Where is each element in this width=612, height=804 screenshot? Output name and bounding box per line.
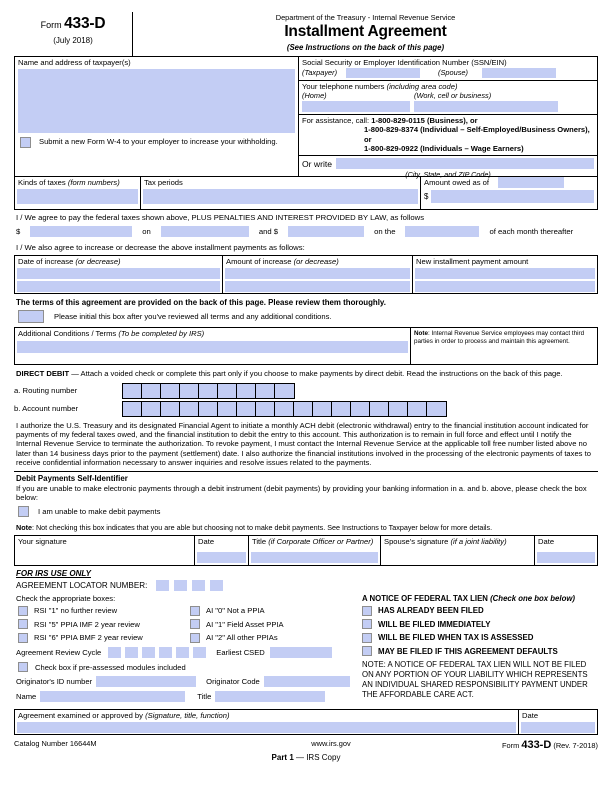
title-label-note: (if Corporate Officer or Partner)	[268, 536, 374, 546]
examined-date-cell	[519, 710, 597, 734]
kinds-of-taxes-block	[14, 176, 598, 210]
payment-dollar-sign: $	[16, 227, 21, 236]
account-digit-10[interactable]	[294, 402, 313, 416]
account-digit-7[interactable]	[237, 402, 256, 416]
name-address-column	[15, 57, 299, 176]
name-address-input[interactable]	[18, 69, 295, 133]
name-title-row	[16, 691, 358, 702]
spouse-date-cell	[535, 536, 597, 565]
payment-on-label: on	[142, 227, 151, 236]
assistance-number-wage-earners: 1-800-829-0922 (Individuals – Wage Earners)	[364, 143, 524, 153]
amount-owed-dollar-sign: $	[424, 192, 429, 201]
unable-to-debit-label: I am unable to make debit payments	[38, 506, 161, 516]
account-digit-4[interactable]	[180, 402, 199, 416]
contact-column	[299, 57, 597, 180]
agreement-review-cycle-label: Agreement Review Cycle	[16, 648, 102, 658]
footer-form-word: Form	[502, 741, 520, 751]
spouse-signature-label-note: (if a joint liability)	[450, 536, 507, 546]
originator-code-label: Originator Code	[206, 677, 260, 687]
initial-box-label: Please initial this box after you've reviewed all terms and any additional conditions.	[54, 312, 332, 321]
additional-conditions-label	[15, 328, 410, 339]
ai-0-checkbox[interactable]	[190, 606, 200, 616]
increase-date-cell-1	[15, 267, 223, 280]
lien-option-4-label: MAY BE FILED IF THIS AGREEMENT DEFAULTS	[378, 646, 558, 656]
or-write-row	[299, 156, 597, 169]
earliest-csed-input[interactable]	[270, 647, 332, 658]
amount-owed-input[interactable]	[431, 190, 594, 203]
w4-checkbox[interactable]	[20, 137, 31, 148]
additional-conditions-label-note: (To be completed by IRS)	[118, 329, 205, 338]
ssn-spouse-input[interactable]	[482, 68, 556, 78]
account-digit-11[interactable]	[313, 402, 332, 416]
work-phone-input[interactable]	[414, 101, 558, 112]
self-identifier-note	[14, 520, 598, 535]
assistance-section	[299, 115, 597, 156]
part-copy-text: — IRS Copy	[293, 753, 341, 763]
lien-option-1-label: HAS ALREADY BEEN FILED	[378, 606, 484, 616]
lien-immediate-checkbox[interactable]	[362, 619, 372, 629]
new-payment-cell-1	[413, 267, 597, 280]
form-word: Form	[40, 20, 62, 30]
form-page	[0, 12, 612, 804]
kinds-label-note: (form numbers)	[67, 178, 120, 187]
review-cycle-box-1[interactable]	[108, 647, 121, 658]
amount-owed-date-row	[421, 177, 597, 188]
review-cycle-box-6[interactable]	[193, 647, 206, 658]
examined-by-label-text: Agreement examined or approved by	[18, 711, 146, 721]
account-number-boxes[interactable]	[122, 401, 447, 417]
signature-date-label: Date	[198, 536, 215, 546]
ai-0-row[interactable]	[190, 606, 358, 616]
routing-digit-5[interactable]	[199, 384, 218, 398]
title-input[interactable]	[251, 552, 378, 563]
lien-option-4-row[interactable]	[362, 646, 598, 656]
kinds-of-taxes-cell	[15, 177, 141, 209]
routing-digit-9[interactable]	[275, 384, 294, 398]
review-cycle-box-5[interactable]	[176, 647, 189, 658]
footer-revision: (Rev. 7-2018)	[553, 741, 598, 751]
signature-table	[14, 535, 598, 566]
preassessed-checkbox[interactable]	[18, 662, 28, 672]
part-copy-label	[14, 751, 598, 762]
or-write-label: Or write	[302, 158, 333, 169]
telephone-fields-row	[299, 100, 597, 114]
increase-amount-input-1[interactable]	[225, 268, 410, 279]
rsi-5-label: RSI "5" PPIA IMF 2 year review	[34, 619, 140, 629]
irs-use-only-heading: FOR IRS USE ONLY	[16, 568, 91, 578]
amount-owed-cell	[421, 177, 597, 209]
additional-conditions-block	[14, 327, 598, 365]
ssn-label: Social Security or Employer Identification Number (SSN/EIN)	[302, 58, 507, 67]
routing-digit-8[interactable]	[256, 384, 275, 398]
increase-amount-header-text: Amount of increase	[226, 257, 292, 266]
terms-bold-notice: The terms of this agreement are provided on the back of this page. Please review them thoroughly.	[16, 298, 386, 307]
agency-name: Department of the Treasury - Internal Revenue Service	[275, 13, 456, 22]
account-number-row	[14, 401, 598, 417]
check-appropriate-boxes-label: Check the appropriate boxes:	[16, 593, 116, 603]
increase-amount-input-2[interactable]	[225, 281, 410, 292]
routing-number-row	[14, 383, 598, 399]
examined-by-label	[15, 710, 518, 721]
your-signature-cell	[15, 536, 195, 565]
account-digit-13[interactable]	[351, 402, 370, 416]
w4-checkbox-row[interactable]	[15, 133, 298, 150]
unable-checkbox-row[interactable]	[14, 503, 598, 520]
additional-conditions-input[interactable]	[17, 341, 408, 353]
lien-option-2-row[interactable]	[362, 619, 598, 629]
spouse-date-label: Date	[538, 536, 555, 546]
account-digit-17[interactable]	[427, 402, 446, 416]
increase-amount-cell-1	[223, 267, 413, 280]
review-cycle-box-4[interactable]	[159, 647, 172, 658]
increase-date-input-1[interactable]	[17, 268, 220, 279]
ssn-taxpayer-input[interactable]	[346, 68, 420, 78]
examined-date-label: Date	[522, 711, 539, 721]
amount-owed-value-row	[421, 190, 597, 203]
lien-option-3-row[interactable]	[362, 633, 598, 643]
lien-option-1-row[interactable]	[362, 606, 598, 616]
ai-2-row[interactable]	[190, 633, 358, 643]
telephone-label-text: Your telephone numbers	[302, 81, 385, 91]
part-number: Part 1	[271, 753, 294, 763]
telephone-tags-row	[299, 91, 597, 100]
page-subtitle: (See Instructions on the back of this page)	[286, 43, 445, 52]
initial-box-row[interactable]	[14, 310, 598, 327]
lien-heading-text: A NOTICE OF FEDERAL TAX LIEN	[362, 593, 491, 603]
increase-date-cell-2	[15, 280, 223, 293]
irs-website[interactable]: www.irs.gov	[311, 739, 351, 749]
lien-option-3-label: WILL BE FILED WHEN TAX IS ASSESSED	[378, 633, 534, 643]
form-header	[14, 12, 598, 56]
aln-box-4[interactable]	[210, 580, 223, 591]
form-footer	[14, 735, 598, 751]
rsi-6-label: RSI "6" PPIA BMF 2 year review	[34, 633, 143, 643]
ach-authorization-text: I authorize the U.S. Treasury and its designated Financial Agent to initiate a monthly ACH debit (electronic withdrawal) entry to the financial institution account indicated for payments of my federal taxes owed, and the financial institution to debit the entry to this account. This authorization is to remain in full force and effect until I notify the Internal Revenue Service to terminate the authorization. To revoke payment, I must contact the Internal Revenue Service at the applicable toll free number listed above no later than 14 business days prior to the payment (settlement) date. I also authorize the financial institutions involved in the processing of the electronic payments of taxes to receive confidential information necessary to answer inquiries and resolve issues related to the payments.	[16, 420, 591, 468]
your-signature-label: Your signature	[18, 536, 67, 546]
payment-and-label: and $	[258, 227, 279, 236]
payment-day-input[interactable]	[405, 226, 479, 237]
rsi-5-checkbox[interactable]	[18, 619, 28, 629]
title-label	[249, 536, 380, 547]
spouse-signature-label	[381, 536, 534, 547]
assistance-number-self-employed: 1-800-829-8374 (Individual – Self-Employed/Business Owners), or	[364, 125, 590, 144]
rsi-1-row[interactable]	[18, 606, 190, 616]
spouse-signature-label-text: Spouse's signature	[384, 536, 449, 546]
lien-note-text: NOTE: A NOTICE OF FEDERAL TAX LIEN WILL NOT BE FILED ON ANY PORTION OF YOUR LIABILITY WHICH REPRESENTS AN INDIVIDUAL SHARED RESPONSIBILITY PAYMENT UNDER THE AFFORDABLE CARE ACT.	[362, 659, 588, 700]
account-digit-9[interactable]	[275, 402, 294, 416]
signature-date-cell	[195, 536, 249, 565]
amount-owed-label: Amount owed as of	[424, 178, 490, 188]
originator-id-input[interactable]	[96, 676, 196, 687]
irs-name-label: Name	[16, 692, 37, 702]
self-identifier-body: If you are unable to make electronic payments through a debit instrument (debit payments) by providing your banking information in a. and b. above, please check the box below:	[16, 483, 587, 503]
increase-date-header	[15, 256, 223, 267]
initial-box[interactable]	[18, 310, 44, 323]
aln-box-2[interactable]	[174, 580, 187, 591]
routing-digit-4[interactable]	[180, 384, 199, 398]
ai-column	[190, 606, 358, 647]
form-revision-date: (July 2018)	[53, 36, 93, 45]
payment-onthe-label: on the	[374, 227, 396, 236]
ssn-taxpayer-tag: (Taxpayer)	[302, 68, 338, 77]
agreement-line-2: I / We also agree to increase or decrease the above installment payments as follows:	[16, 243, 305, 252]
originator-code-input[interactable]	[264, 676, 350, 687]
form-title-block	[132, 12, 598, 56]
review-cycle-box-3[interactable]	[142, 647, 155, 658]
self-identifier-heading: Debit Payments Self-Identifier	[16, 473, 128, 483]
agreement-line-1: I / We agree to pay the federal taxes shown above, PLUS PENALTIES AND INTEREST PROVIDED BY LAW, as follows	[16, 213, 425, 222]
assistance-line-1	[302, 116, 594, 125]
rsi-column	[14, 606, 190, 647]
irs-name-input[interactable]	[40, 691, 185, 702]
title-cell	[249, 536, 381, 565]
examined-approved-block	[14, 709, 598, 735]
new-payment-input-1[interactable]	[415, 268, 595, 279]
page-title: Installment Agreement	[284, 23, 447, 40]
catalog-number: Catalog Number 16644M	[14, 739, 97, 749]
payment-date-input[interactable]	[161, 226, 249, 237]
lien-filed-checkbox[interactable]	[362, 606, 372, 616]
account-digit-5[interactable]	[199, 402, 218, 416]
spouse-signature-cell	[381, 536, 535, 565]
rsi-6-row[interactable]	[18, 633, 190, 643]
assistance-number-business: 1-800-829-0115 (Business), or	[371, 116, 478, 125]
payment-amount-input[interactable]	[30, 226, 132, 237]
routing-number-boxes[interactable]	[122, 383, 295, 399]
account-digit-6[interactable]	[218, 402, 237, 416]
home-phone-input[interactable]	[302, 101, 410, 112]
spouse-date-input[interactable]	[537, 552, 595, 563]
increase-amount-header	[223, 256, 413, 267]
increase-decrease-table	[14, 255, 598, 294]
irs-contact-note-text: : Internal Revenue Service employees may contact third parties in order to process and maintain this agreement.	[414, 330, 585, 345]
increase-table-row-2	[15, 280, 597, 293]
account-digit-8[interactable]	[256, 402, 275, 416]
increase-date-header-text: Date of increase	[18, 257, 74, 266]
new-payment-input-2[interactable]	[415, 281, 595, 292]
ai-2-label: AI "2" All other PPIAs	[206, 633, 278, 643]
telephone-label	[299, 81, 597, 92]
account-digit-16[interactable]	[408, 402, 427, 416]
increase-table-row-1	[15, 267, 597, 280]
examined-by-cell	[15, 710, 519, 734]
tax-periods-input[interactable]	[143, 189, 418, 204]
assistance-intro: For assistance, call:	[302, 116, 370, 125]
lien-option-2-label: WILL BE FILED IMMEDIATELY	[378, 619, 491, 629]
kinds-of-taxes-label	[15, 177, 140, 188]
unable-to-debit-checkbox[interactable]	[18, 506, 29, 517]
self-identifier-note-text: : Not checking this box indicates that you are able but choosing not to make debit payments. See Instructions to Taxpayer below for more details.	[31, 522, 493, 532]
ai-1-checkbox[interactable]	[190, 619, 200, 629]
routing-digit-7[interactable]	[237, 384, 256, 398]
new-payment-cell-2	[413, 280, 597, 293]
routing-digit-6[interactable]	[218, 384, 237, 398]
irs-contact-note	[411, 328, 597, 364]
ssn-fields-row	[299, 68, 597, 80]
increase-table-header-row	[15, 256, 597, 267]
federal-tax-lien-column	[358, 594, 598, 707]
w4-label: Submit a new Form W-4 to your employer to increase your withholding.	[39, 136, 278, 146]
ai-1-row[interactable]	[190, 619, 358, 629]
kinds-of-taxes-input[interactable]	[17, 189, 138, 204]
increase-date-input-2[interactable]	[17, 281, 220, 292]
telephone-section	[299, 81, 597, 116]
irs-title-input[interactable]	[215, 691, 325, 702]
form-identifier	[14, 12, 132, 56]
payment-tail-label: of each month thereafter	[489, 227, 574, 236]
examined-by-label-note: (Signature, title, function)	[145, 711, 230, 721]
kinds-label-text: Kinds of taxes	[18, 178, 66, 187]
footer-form-number: 433-D	[521, 739, 552, 752]
account-digit-1[interactable]	[123, 402, 142, 416]
tax-periods-cell	[141, 177, 421, 209]
aln-box-3[interactable]	[192, 580, 205, 591]
examined-date-input[interactable]	[521, 722, 595, 733]
account-digit-2[interactable]	[142, 402, 161, 416]
self-identifier-note-label: Note	[16, 522, 32, 532]
additional-conditions-cell	[15, 328, 411, 364]
examined-by-input[interactable]	[17, 722, 516, 733]
work-tag: (Work, cell or business)	[414, 91, 492, 100]
payment-amount2-input[interactable]	[288, 226, 364, 237]
increase-amount-cell-2	[223, 280, 413, 293]
irs-check-columns	[14, 606, 358, 647]
additional-conditions-label-text: Additional Conditions / Terms	[18, 329, 117, 338]
or-write-section	[299, 156, 597, 179]
tax-periods-label: Tax periods	[144, 178, 183, 187]
preassessed-row[interactable]	[18, 662, 358, 672]
signature-date-input[interactable]	[197, 552, 246, 563]
title-label-text: Title	[252, 536, 267, 546]
earliest-csed-label: Earliest CSED	[216, 648, 265, 658]
footer-form-identifier	[448, 739, 598, 751]
agreement-locator-label: AGREEMENT LOCATOR NUMBER:	[16, 580, 148, 590]
routing-number-label: a. Routing number	[14, 386, 78, 396]
name-address-label: Name and address of taxpayer(s)	[18, 58, 131, 67]
rsi-5-row[interactable]	[18, 619, 190, 629]
ai-0-label: AI "0" Not a PPIA	[206, 606, 265, 616]
routing-digit-2[interactable]	[142, 384, 161, 398]
irs-title-label: Title	[197, 692, 212, 702]
account-digit-14[interactable]	[370, 402, 389, 416]
increase-amount-header-note: (or decrease)	[293, 257, 339, 266]
originator-id-label: Originator's ID number	[16, 677, 93, 687]
lien-heading-note: (Check one box below)	[490, 593, 575, 603]
agreement-locator-row	[14, 580, 598, 594]
city-state-zip-hint: (City, State, and ZIP Code)	[405, 170, 491, 180]
or-write-input[interactable]	[336, 158, 594, 169]
routing-digit-3[interactable]	[161, 384, 180, 398]
review-cycle-box-2[interactable]	[125, 647, 138, 658]
originator-row	[16, 676, 358, 687]
ai-1-label: AI "1" Field Asset PPIA	[206, 619, 284, 629]
rsi-6-checkbox[interactable]	[18, 633, 28, 643]
account-digit-12[interactable]	[332, 402, 351, 416]
ai-2-checkbox[interactable]	[190, 633, 200, 643]
irs-use-left-column	[14, 594, 358, 707]
direct-debit-intro	[14, 365, 598, 381]
account-digit-3[interactable]	[161, 402, 180, 416]
ssn-section	[299, 57, 597, 81]
agreement-review-cycle-row	[16, 647, 358, 658]
increase-date-header-note: (or decrease)	[75, 257, 121, 266]
lien-assessed-checkbox[interactable]	[362, 633, 372, 643]
direct-debit-heading: DIRECT DEBIT	[16, 369, 70, 378]
irs-contact-note-label: Note	[414, 330, 428, 337]
new-payment-header: New installment payment amount	[416, 257, 529, 266]
home-tag: (Home)	[302, 91, 327, 100]
telephone-label-note: (including area code)	[386, 81, 458, 91]
taxpayer-info-block	[14, 56, 598, 180]
aln-box-1[interactable]	[156, 580, 169, 591]
lien-default-checkbox[interactable]	[362, 646, 372, 656]
irs-use-grid	[14, 594, 598, 707]
form-number: 433-D	[64, 15, 106, 32]
lien-heading	[362, 594, 598, 606]
preassessed-label: Check box if pre-assessed modules included	[35, 662, 186, 672]
rsi-1-label: RSI "1" no further review	[34, 606, 118, 616]
rsi-1-checkbox[interactable]	[18, 606, 28, 616]
account-number-label: b. Account number	[14, 404, 79, 414]
ssn-spouse-tag: (Spouse)	[438, 68, 468, 77]
routing-digit-1[interactable]	[123, 384, 142, 398]
payment-terms-row	[16, 226, 598, 237]
direct-debit-heading-rest: — Attach a voided check or complete this part only if you choose to make payments by direct debit. Read the instructions on the back of this page.	[69, 369, 563, 378]
account-digit-15[interactable]	[389, 402, 408, 416]
amount-owed-date-input[interactable]	[498, 177, 564, 188]
